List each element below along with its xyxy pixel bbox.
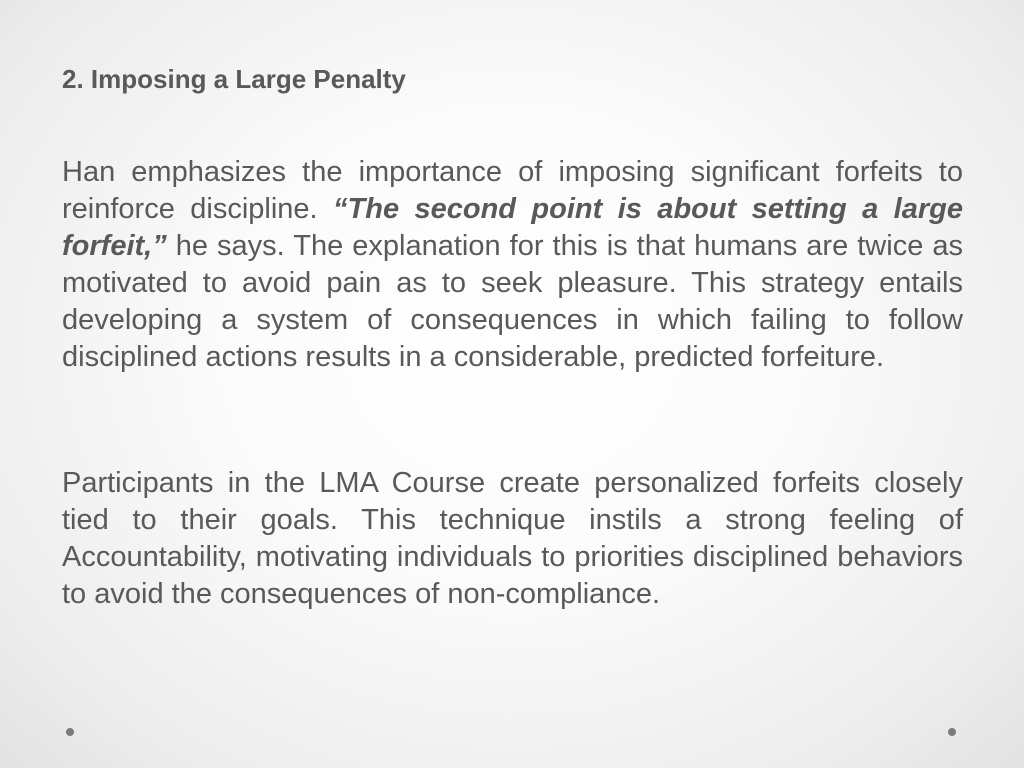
paragraph-1 (62, 154, 963, 376)
bottom-left-dot-decoration (66, 728, 74, 736)
bottom-right-dot-decoration (948, 728, 956, 736)
slide-heading: 2. Imposing a Large Penalty (62, 64, 406, 94)
paragraph-1-quote: “The second point is about setting a large forfeit,” (62, 193, 963, 262)
paragraph-1-intro: Han emphasizes the importance of imposing significant forfeits to reinforce discipline. (62, 156, 963, 225)
paragraph-2: Participants in the LMA Course create personalized forfeits closely tied to their goals. This technique instils a strong feeling of Accountability, motivating individuals to priorities disciplined behaviors to avoid the consequences of non-compliance. (62, 467, 963, 610)
paragraph-1-rest: he says. The explanation for this is that humans are twice as motivated to avoid pain as to seek pleasure. This strategy entails developing a system of consequences in which failing to follow disciplined actions results in a considerable, predicted forfeiture. (62, 230, 963, 373)
